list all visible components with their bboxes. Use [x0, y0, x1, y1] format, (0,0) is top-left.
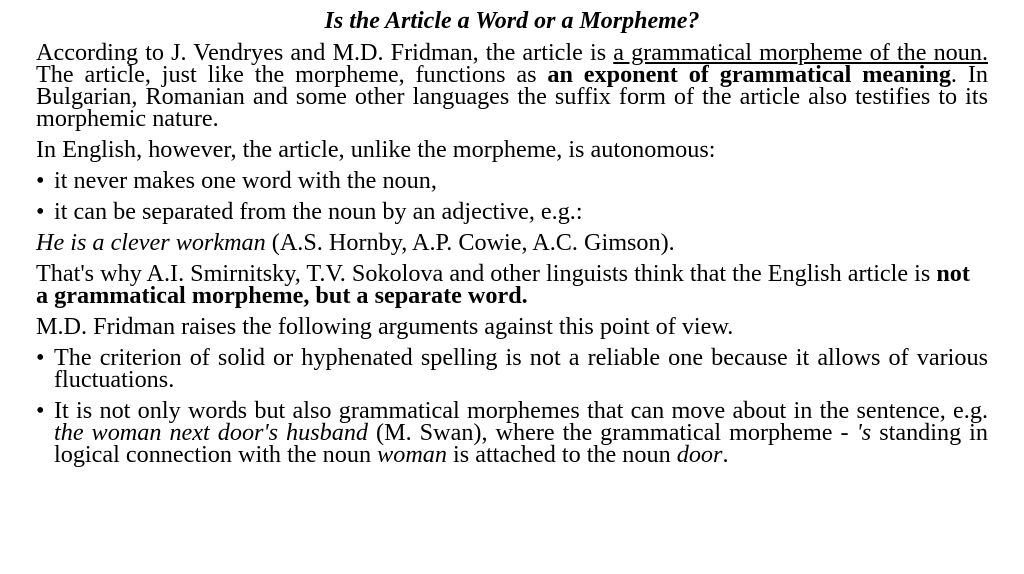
- text-run: standing in logical connection with the noun: [54, 419, 988, 468]
- italic-run: 's: [856, 419, 872, 446]
- slide-title: Is the Article a Word or a Morpheme?: [324, 8, 700, 34]
- underlined-run: a grammatical morpheme of the noun.: [613, 39, 988, 66]
- bullet-dot: •: [36, 167, 45, 194]
- paragraph-fridman-arguments: M.D. Fridman raises the following arguments against this point of view.: [36, 313, 734, 340]
- text-run: The article, just like the morpheme, functions as: [36, 61, 548, 88]
- bullet-item: [36, 344, 988, 393]
- text-run: According to J. Vendryes and M.D. Fridman, the article is: [36, 39, 614, 66]
- text-run: . In Bulgarian, Romanian and some other languages the suffix form of the article also testifies to its morphemic nature.: [36, 61, 988, 132]
- example-sentence: [36, 229, 988, 256]
- bullet-dot: •: [36, 198, 45, 225]
- slide: [36, 6, 988, 475]
- italic-run: door: [676, 441, 723, 468]
- text-run: is attached to the noun: [447, 441, 677, 468]
- bullet-dot: •: [36, 397, 45, 424]
- bullet-item: [36, 397, 988, 468]
- italic-run: woman: [377, 441, 447, 468]
- text-run: That's why A.I. Smirnitsky, T.V. Sokolova and other linguists think that the English article is: [36, 260, 937, 287]
- paragraph-vendryes: [36, 39, 988, 132]
- paragraph-smirnitsky: [36, 260, 988, 309]
- bullet-text: The criterion of solid or hyphenated spelling is not a reliable one because it allows of various fluctuations.: [54, 344, 988, 393]
- text-run: It is not only words but also grammatical morphemes that can move about in the sentence, e.g.: [54, 397, 988, 424]
- bullet-item: [36, 167, 988, 194]
- bullet-text: it never makes one word with the noun,: [54, 167, 437, 194]
- text-run: (A.S. Hornby, A.P. Cowie, A.C. Gimson).: [265, 229, 675, 256]
- bold-run: not a grammatical morpheme, but a separate word.: [36, 260, 970, 309]
- bullet-text: it can be separated from the noun by an adjective, e.g.:: [54, 198, 583, 225]
- text-run: .: [722, 441, 729, 468]
- bold-run: an exponent of grammatical meaning: [547, 61, 951, 88]
- bullet-dot: •: [36, 344, 45, 371]
- italic-run: He is a clever workman: [36, 229, 266, 256]
- text-run: (M. Swan), where the grammatical morpheme -: [368, 419, 857, 446]
- bullet-item: [36, 198, 988, 225]
- paragraph-english-autonomous: In English, however, the article, unlike the morpheme, is autonomous:: [36, 136, 716, 163]
- italic-run: the woman next door's husband: [54, 419, 369, 446]
